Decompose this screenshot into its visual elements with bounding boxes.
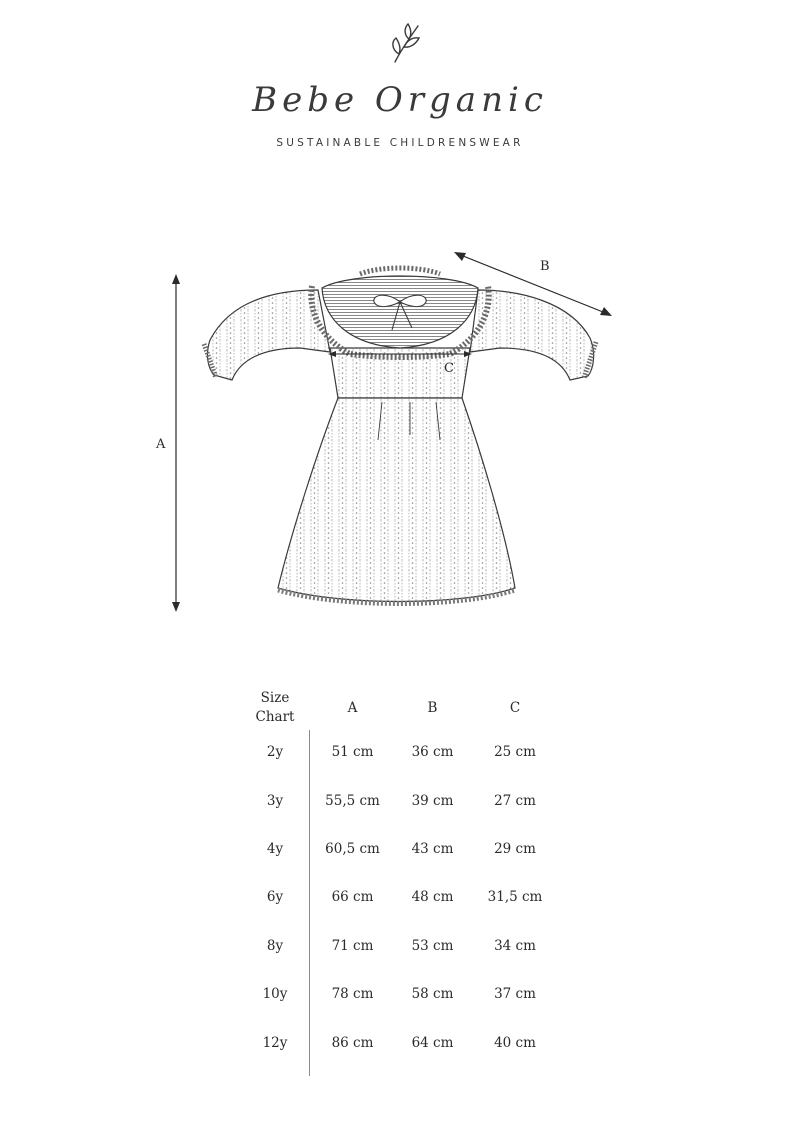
cell-b: 58 cm [411,986,454,1003]
cell-b: 48 cm [411,889,454,906]
cell-b: 53 cm [411,937,454,954]
table-row [240,1018,560,1066]
header-size-chart [240,688,310,728]
dimension-c-label: C [444,361,454,376]
header-b: B [427,700,438,716]
cell-c: 34 cm [494,937,536,954]
cell-b: 36 cm [411,744,454,761]
cell-a: 55,5 cm [325,792,380,809]
cell-a: 78 cm [331,986,374,1003]
cell-c: 37 cm [494,986,536,1003]
cell-a: 66 cm [331,889,374,906]
header-size-line2: Chart [255,709,295,725]
cell-size: 4y [266,840,284,857]
cell-b: 64 cm [411,1034,454,1051]
cell-a: 71 cm [331,937,374,954]
table-row [240,776,560,824]
cell-size: 8y [266,937,284,954]
header-c: C [509,700,521,716]
table-divider [309,730,310,1076]
header-a: A [347,700,358,716]
dimension-a-label: A [156,437,166,452]
brand-header [0,0,800,160]
table-row [240,970,560,1018]
cell-c: 40 cm [494,1034,536,1051]
table-header-row [240,688,560,728]
table-row [240,922,560,970]
cell-size: 2y [266,744,284,761]
brand-tagline: SUSTAINABLE CHILDRENSWEAR [276,137,524,149]
dimension-a-arrow [172,274,180,612]
cell-size: 3y [266,792,284,809]
brand-name: Bebe Organic [252,80,548,120]
cell-c: 25 cm [494,744,536,761]
table-row [240,873,560,921]
leaf-sprig-icon [0,14,800,84]
cell-a: 60,5 cm [325,840,380,857]
dress-illustration [204,268,596,604]
dress-diagram [0,230,800,630]
cell-c: 31,5 cm [487,889,543,906]
cell-size: 6y [266,889,284,906]
cell-a: 51 cm [331,744,374,761]
table-row [240,728,560,776]
cell-a: 86 cm [331,1034,374,1051]
cell-c: 29 cm [494,840,536,857]
header-size-line1: Size [260,690,290,706]
cell-size: 12y [262,1034,288,1051]
size-chart [240,688,560,1067]
dimension-b-label: B [540,259,550,274]
cell-b: 43 cm [411,840,454,857]
cell-b: 39 cm [411,792,454,809]
table-row [240,825,560,873]
cell-c: 27 cm [494,792,536,809]
cell-size: 10y [262,986,288,1003]
size-chart-table [240,688,560,1067]
